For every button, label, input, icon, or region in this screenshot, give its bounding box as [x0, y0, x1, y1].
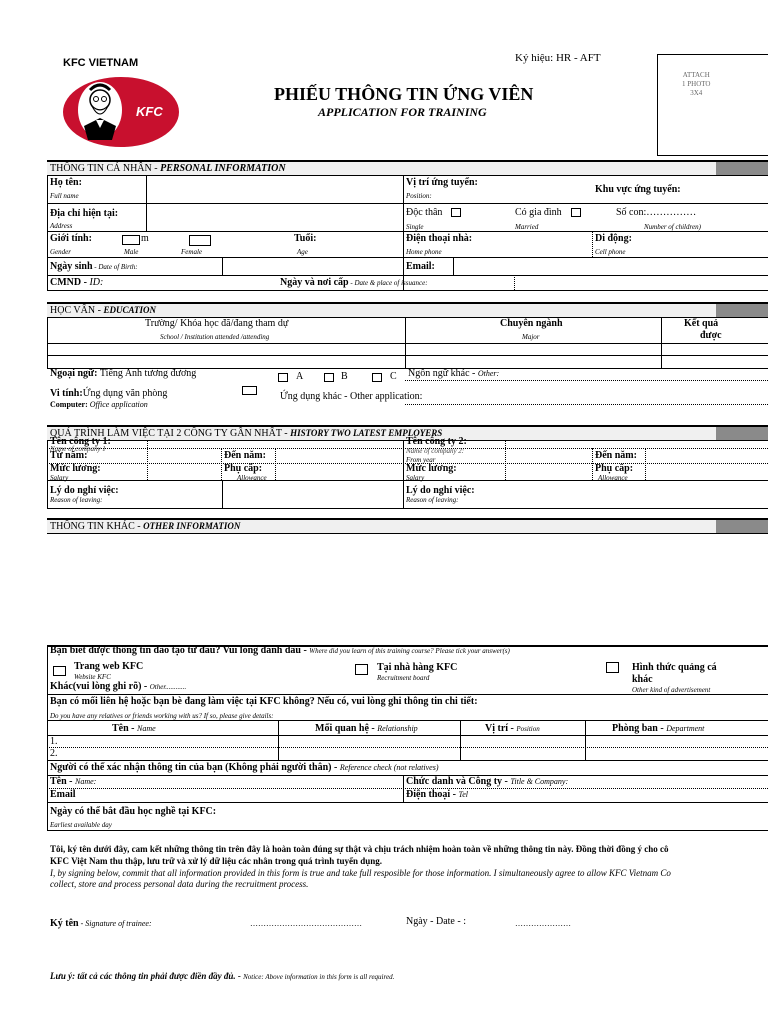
level-c-label: C — [390, 371, 397, 382]
col-relationship-header: Mối quan hệ - — [315, 723, 378, 734]
section-personal — [47, 160, 768, 176]
from1-label: Từ năm: — [50, 450, 88, 461]
start-date-field[interactable] — [232, 804, 752, 828]
married-en: Married — [515, 223, 539, 231]
source-question-en: Where did you learn of this training course? Please tick your answer(s) — [309, 647, 510, 655]
id-place-label: Ngày và nơi cấp — [280, 277, 349, 288]
commitment-en-2: collect, store and process personal data during the recruitment process. — [50, 879, 309, 889]
section-education — [47, 302, 768, 318]
col-relationship-header-en: Relationship — [377, 724, 418, 733]
allowance2-label: Phụ cấp: — [595, 463, 634, 474]
single-checkbox[interactable] — [451, 208, 461, 217]
salary2-en: Salary — [406, 474, 425, 482]
allowance1-label: Phụ cấp: — [224, 463, 263, 474]
relatives-question: Bạn có mối liên hệ hoặc bạn bè đang làm việc tại KFC không? Nếu có, vui lòng ghi thông tin chi tiết: — [50, 696, 478, 707]
address-en: Address — [50, 222, 73, 230]
allowance2-en: Allowance — [598, 474, 628, 482]
col-name-header: Tên - — [112, 723, 137, 734]
col-name-header-en: Name — [137, 724, 156, 733]
other-source-label: Khác(vui lòng ghi rõ) - — [50, 681, 150, 692]
full-name-label: Họ tên: — [50, 177, 82, 188]
language-label: Ngoại ngữ: — [50, 368, 100, 379]
school-header: Trường/ Khóa học đã/đang tham dự — [145, 318, 289, 329]
id-place-en: - Date & place of issuance: — [348, 279, 428, 287]
result-header-2: được — [700, 330, 722, 341]
commitment-vi-1: Tôi, ký tên dưới đây, cam kết những thông tin trên đây là hoàn toàn đúng sự thật và chịu trách nhiệm hoàn toàn về những thông tin này. Đồng thời đồng ý cho cô — [50, 844, 669, 854]
section-title: THÔNG TIN KHÁC - — [50, 521, 144, 532]
school-header-en: School / Institution attended /attending — [160, 333, 270, 341]
position-label: Vị trí ứng tuyển: — [406, 177, 478, 188]
web-checkbox[interactable] — [53, 666, 66, 676]
ref-email-label: Email — [50, 789, 76, 800]
start-date-label: Ngày có thể bắt đầu học nghề tại KFC: — [50, 806, 217, 817]
level-a-label: A — [296, 371, 304, 382]
section-title: QUÁ TRÌNH LÀM VIỆC TẠI 2 CÔNG TY GẦN NHẤT - — [50, 428, 291, 439]
restaurant-label: Tại nhà hàng KFC — [377, 662, 458, 673]
note-en: Notice: Above information in this form is all required. — [243, 973, 395, 981]
level-b-checkbox[interactable] — [324, 373, 334, 382]
ref-phone-en: Tel — [458, 790, 468, 799]
leaving1-en: Reason of leaving: — [50, 496, 103, 504]
allowance1-en: Allowance — [237, 474, 267, 482]
col-department-header-en: Department — [666, 724, 705, 733]
address-field[interactable] — [147, 204, 402, 230]
from2-en: From year — [406, 456, 436, 464]
cell-phone-label: Di động: — [595, 233, 632, 244]
web-label: Trang web KFC — [74, 661, 144, 672]
major-header: Chuyên ngành — [500, 318, 563, 329]
computer-en: Office application — [87, 400, 148, 409]
level-c-checkbox[interactable] — [372, 373, 382, 382]
section-title: HỌC VẤN - — [50, 305, 104, 316]
leaving2-label: Lý do nghỉ việc: — [406, 485, 475, 496]
logo-text: KFC — [136, 104, 163, 119]
salary1-label: Mức lương: — [50, 463, 101, 474]
level-a-checkbox[interactable] — [278, 373, 288, 382]
leaving1-label: Lý do nghỉ việc: — [50, 485, 119, 496]
section-other — [47, 518, 768, 534]
photo-box — [657, 54, 768, 156]
ref-title-en: Title & Company: — [510, 777, 569, 786]
computer-value: Ứng dụng văn phòng — [82, 388, 168, 399]
full-name-field[interactable] — [147, 177, 402, 202]
section-title: THÔNG TIN CÁ NHÂN - — [50, 163, 161, 174]
photo-label: 1 PHOTO — [682, 80, 711, 88]
date-line[interactable]: ………………… — [515, 919, 571, 928]
children-label: Số con:…………… — [616, 207, 697, 218]
major-header-en: Major — [522, 333, 540, 341]
full-name-en: Full name — [50, 192, 79, 200]
ref-phone-label: Điện thoại - — [406, 789, 459, 800]
age-en: Age — [297, 248, 308, 256]
male-en: Male — [124, 248, 139, 256]
salary1-en: Salary — [50, 474, 69, 482]
address-label: Địa chỉ hiện tại: — [50, 208, 119, 219]
gender-label: Giới tính: — [50, 233, 92, 244]
ads-label: Hình thức quảng cá — [632, 662, 717, 673]
age-label: Tuổi: — [294, 233, 317, 244]
reference-label: Người có thể xác nhận thông tin của bạn (Không phải người thân) - — [50, 762, 340, 773]
section-subtitle: EDUCATION — [103, 305, 156, 315]
company1-label: Tên công ty 1: — [50, 436, 111, 447]
area-label: Khu vực ứng tuyển: — [595, 184, 681, 195]
col-department-header: Phòng ban - — [612, 723, 667, 734]
leaving2-en: Reason of leaving: — [406, 496, 459, 504]
computer-label: Vi tính: — [50, 388, 83, 399]
other-source-en: Other............ — [149, 683, 187, 691]
id-label: CMND - — [50, 277, 90, 288]
section-subtitle: HISTORY TWO LATEST EMPLOYERS — [290, 428, 443, 438]
children-en: Number of children) — [644, 223, 701, 231]
relative-row-1: 1. — [50, 736, 58, 747]
female-en: Female — [181, 248, 202, 256]
language-value: Tiếng Anh tương đương — [99, 368, 197, 379]
salary2-label: Mức lương: — [406, 463, 457, 474]
to2-label: Đến năm: — [595, 450, 637, 461]
email-field[interactable] — [454, 258, 754, 274]
photo-label: ATTACH — [682, 71, 710, 79]
signature-en: - Signature of trainee: — [78, 919, 152, 928]
section-subtitle: PERSONAL INFORMATION — [160, 163, 286, 174]
company2-label: Tên công ty 2: — [406, 436, 467, 447]
position-en: Position: — [406, 192, 432, 200]
company-name: KFC VIETNAM — [63, 57, 139, 69]
home-phone-label: Điện thoại nhà: — [406, 233, 473, 244]
female-checkbox[interactable] — [189, 235, 211, 246]
company2-en: Name of company 2: — [406, 447, 465, 455]
dob-label: Ngày sinh — [50, 261, 93, 272]
ref-name-label: Tên - — [50, 776, 75, 787]
relative-row-2: 2. — [50, 748, 58, 759]
company1-en: Name of company 1 — [50, 445, 106, 453]
id-en: ID: — [89, 277, 104, 288]
ads-en: Other kind of advertisement — [632, 686, 711, 694]
photo-label: 3X4 — [690, 89, 703, 97]
home-phone-en: Home phone — [406, 248, 442, 256]
restaurant-en: Recruitment board — [377, 674, 430, 682]
other-app-label: Ứng dụng khác - Other application: — [280, 391, 423, 402]
single-en: Single — [406, 223, 424, 231]
commitment-vi-2: KFC Việt Nam thu thập, lưu trữ và xử lý dữ liệu các nhân trong quá trình tuyển dụng. — [50, 856, 382, 866]
source-question: Bạn biết được thông tin đào tạo từ đâu? Vui lòng đánh dấu - — [50, 645, 310, 656]
web-en: Website KFC — [74, 673, 111, 681]
ref-name-en: Name: — [75, 777, 97, 786]
married-label: Có gia đình — [515, 207, 562, 218]
note-label: Lưu ý: tất cả các thông tin phải được điền đầy đủ. - — [50, 971, 244, 981]
single-label: Độc thân — [406, 207, 443, 218]
other-language-label: Ngôn ngữ khác - — [408, 368, 478, 379]
form-code: Ký hiệu: HR - AFT — [515, 52, 601, 64]
section-subtitle: OTHER INFORMATION — [143, 521, 241, 531]
office-checkbox[interactable] — [242, 386, 257, 395]
kfc-logo — [62, 76, 180, 148]
computer-en-label: Computer: — [50, 400, 88, 409]
commitment-en-1: I, by signing below, commit that all information provided in this form is true and take full resposible for those information. I simultaneously agree to allow KFC Vietnam Co — [50, 868, 671, 878]
married-checkbox[interactable] — [571, 208, 581, 217]
signature-label: Ký tên — [50, 918, 79, 929]
other-language-en: Other: — [477, 369, 500, 378]
form-title: PHIẾU THÔNG TIN ỨNG VIÊN — [274, 84, 534, 104]
start-date-en: Earliest available day — [50, 821, 112, 829]
col-position-header: Vị trí - — [485, 723, 517, 734]
col-position-header-en: Position — [516, 725, 540, 733]
restaurant-checkbox[interactable] — [355, 664, 368, 675]
relatives-question-en: Do you have any relatives or friends working with us? If so, please give details: — [50, 712, 274, 720]
ads-label-2: khác — [632, 674, 653, 685]
male-label: m — [141, 233, 149, 244]
to1-label: Đến năm: — [224, 450, 266, 461]
signature-line[interactable]: …………………………………… — [250, 919, 362, 928]
date-label: Ngày - Date - : — [406, 916, 466, 927]
form-subtitle: APPLICATION FOR TRAINING — [318, 105, 487, 119]
result-header: Kết quả — [684, 318, 719, 329]
cell-phone-en: Cell phone — [595, 248, 626, 256]
dob-en: - Date of Birth: — [92, 263, 138, 271]
ads-checkbox[interactable] — [606, 662, 619, 673]
male-checkbox[interactable] — [122, 235, 140, 245]
email-label: Email: — [406, 261, 435, 272]
gender-en: Gender — [50, 248, 71, 256]
ref-title-label: Chức danh và Công ty - — [406, 776, 511, 787]
reference-en: Reference check (not relatives) — [339, 763, 439, 772]
dob-field[interactable] — [223, 258, 402, 274]
level-b-label: B — [341, 371, 348, 382]
